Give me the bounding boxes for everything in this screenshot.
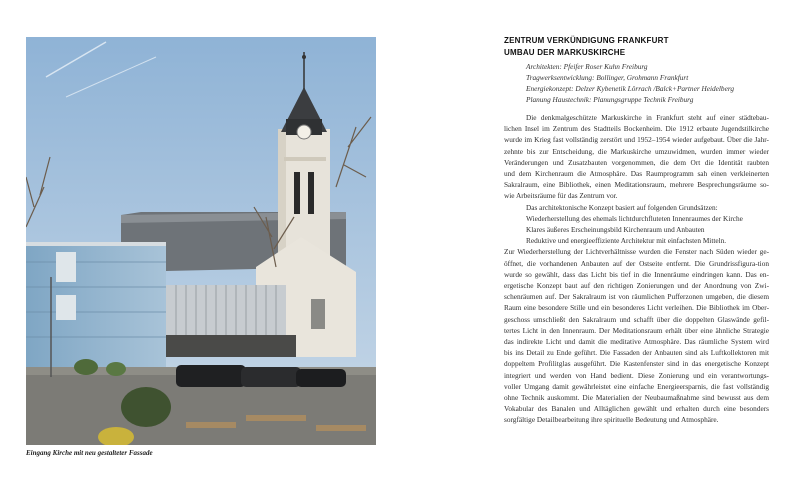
paragraph2-line: ergetische Konzept baut auf den richtigen Zonierungen und der Anordnung von Zwi-	[504, 281, 769, 291]
paragraph1-line: wurde im Krieg fast vollständig zerstört und 1952–1954 wieder aufgebaut. Über die Jahr-	[504, 135, 769, 145]
paragraph2-line: öffnet, die vorhandenen Anbauten auf der Ostseite entfernt. Die Grundrissfigura-tion	[504, 258, 769, 268]
paragraph1-line: Veränderungen und Zusatzbauten vorgenommen, die dem Ort die Identität raubten	[504, 157, 769, 167]
paragraph1-line: wie Arbeitsräume für das Zentrum vor.	[504, 191, 618, 201]
paragraph2-line: voller Umgang damit gewährleistet eine einfache Energieersparnis, die fast vollständig	[504, 381, 769, 391]
credit-energy: Energiekonzept: Delzer Kybenetik Lörrach /Balck+Partner Heidelberg	[526, 84, 735, 93]
paragraph1-line: Die denkmalgeschützte Markuskirche in Frankfurt steht auf einer städtebau-	[526, 113, 769, 122]
paragraph2-line: Raum eine besondere Stille und ein besonderes Licht verleihen. Die Bibliothek im Ober-	[504, 303, 769, 313]
paragraph2-line: doppeltem Profilitglas ausgeführt. Die Kastenfenster sind in das energetische Konzept	[504, 359, 769, 369]
paragraph2-line: Vokabular des Banalen und Alltäglichen gewählt und erhalten durch eine besonders	[504, 404, 769, 414]
principle-item: Wiederherstellung des ehemals lichtdurchfluteten Innenraumes der Kirche	[526, 213, 743, 223]
church-photo-icon	[26, 37, 376, 445]
photo-caption: Eingang Kirche mit neu gestalteter Fassade	[26, 449, 153, 457]
paragraph2-line: ohne Technik auskommt. Die Materialien der Neubaumaßnahme sind bewusst aus dem	[504, 393, 769, 403]
paragraph2-line: schenräumen auf. Der Sakralraum ist von räumlichen Pufferzonen umgeben, die diesem	[504, 292, 769, 302]
principle-item: Klares äußeres Erscheinungsbild Kirchenraum und Anbauten	[526, 225, 705, 235]
article-title-line1: ZENTRUM VERKÜNDIGUNG FRANKFURT	[504, 36, 669, 45]
paragraph1-line: Sakralraum, eine Bibliothek, einen Meditationsraum, mehrere Besprechungsräume so-	[504, 180, 769, 190]
paragraph1-line: und dem Kirchenraum die Atmosphäre. Das Raumprogramm sah einen verkleinerten	[504, 169, 769, 179]
paragraph2-line: das indirekte Licht und damit die meditative Atmosphäre. Das räumliche System wird	[504, 337, 769, 347]
article-body	[504, 112, 769, 426]
principle-item: Reduktive und energieeffiziente Architektur mit einfachsten Mitteln.	[526, 236, 727, 246]
credit-architects: Architekten: Pfeifer Roser Kuhn Freiburg	[526, 62, 648, 71]
credit-structure: Tragwerksentwicklung: Bollinger, Grohmann Frankfurt	[526, 73, 689, 82]
paragraph2-line: wurde so gewählt, dass das Licht bis tief in die Innenräume eindringen kann. Das en-	[504, 269, 769, 279]
paragraph2-line: geschoss umschließt den Sakralraum und schafft über die doppelten Glaswände gefil-	[504, 314, 769, 324]
paragraph2-line: bis ins Detail zu Ende geführt. Die Fassaden der Anbauten sind als Luftkollektoren mit	[504, 348, 769, 358]
principles-intro: Das architektonische Konzept basiert auf folgenden Grundsätzen:	[526, 202, 718, 212]
church-photo	[26, 37, 376, 445]
paragraph2-line: Zur Wiederherstellung der Lichtverhältnisse wurden die Fenster nach Süden wieder ge-	[504, 247, 769, 257]
article-title-line2: UMBAU DER MARKUSKIRCHE	[504, 47, 626, 57]
paragraph2-line: integriert und werden von Hand bedient. Diese Zonierung und ein verantwortungs-	[504, 370, 769, 380]
credit-building-services: Planung Haustechnik: Planungsgruppe Technik Freiburg	[526, 95, 694, 104]
article	[504, 35, 769, 426]
paragraph2-line: sorgfältige Detailbearbeitung ihre spirituelle Bedeutung und Atmosphäre.	[504, 415, 719, 425]
paragraph2-line: tertes Licht in den Innenraum. Der Meditationsraum erhält über eine ähnliche Strategie	[504, 325, 769, 335]
paragraph1-line: lichen Insel im Zentrum des Stadtteils Bockenheim. Die 1912 erbaute Jugendstilkirche	[504, 124, 769, 134]
credits	[504, 61, 769, 105]
paragraph1-line: zehnte bis zur Entscheidung, die Markuskirche umzuwidmen, wurden immer wieder	[504, 146, 769, 156]
